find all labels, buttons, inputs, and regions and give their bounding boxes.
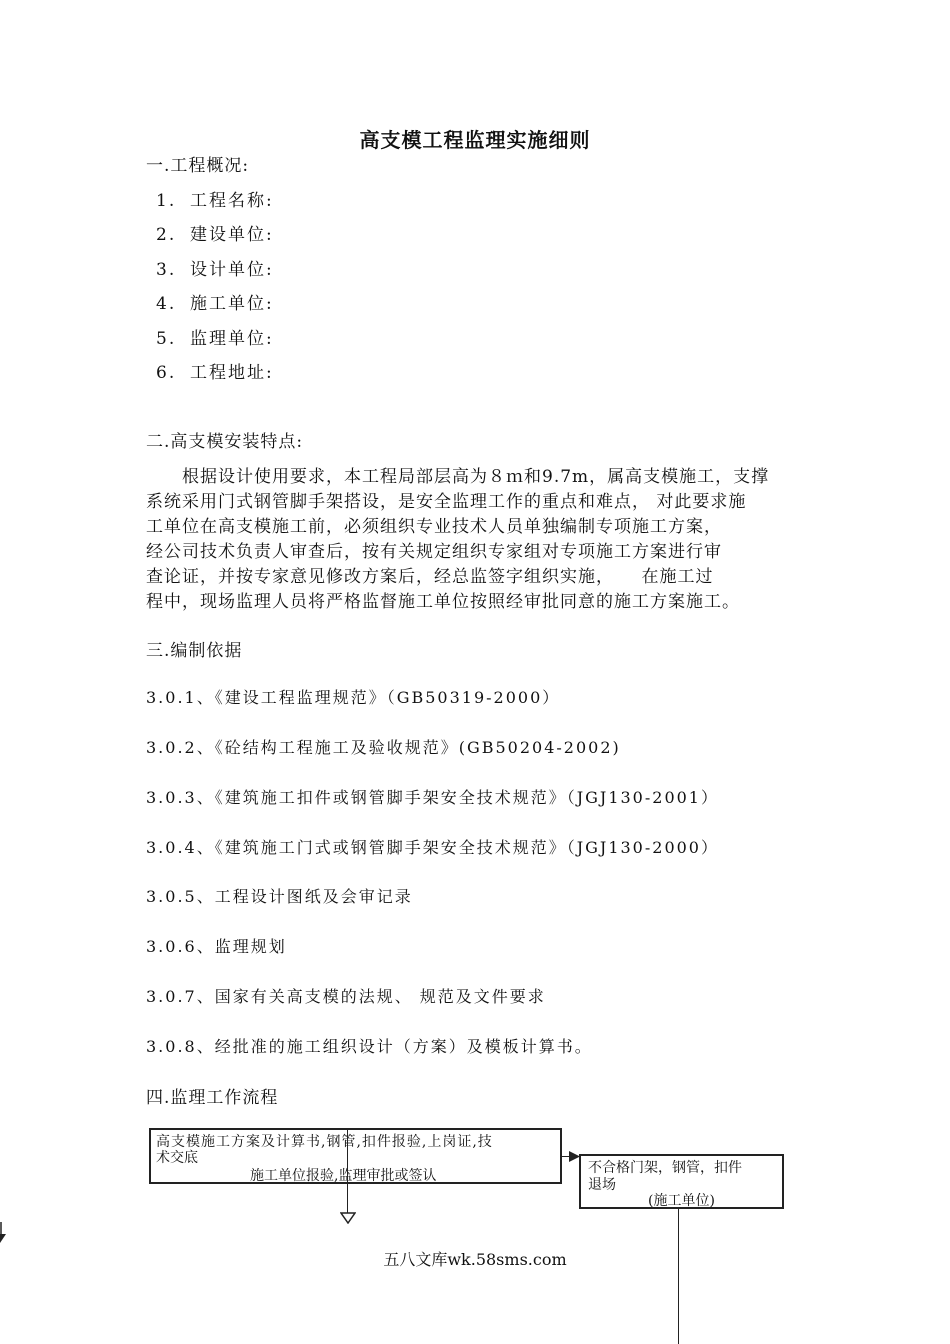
item-number: 6. xyxy=(156,363,177,383)
document-title: 高支模工程监理实施细则 xyxy=(359,128,591,152)
reference-item: 3.0.5、工程设计图纸及会审记录 xyxy=(146,887,413,906)
reference-item: 3.0.8、经批准的施工组织设计（方案）及模板计算书。 xyxy=(146,1037,593,1056)
arrow-down-icon xyxy=(340,1212,356,1224)
item-number: 4. xyxy=(156,294,177,314)
reference-item: 3.0.2、《砼结构工程施工及验收规范》(GB50204-2002) xyxy=(146,738,621,757)
item-label: 监理单位: xyxy=(190,329,274,349)
flow-box-submission-text: 高支模施工方案及计算书,钢管,扣件报验,上岗证,技 xyxy=(156,1134,493,1150)
item-label: 设计单位: xyxy=(190,260,274,280)
arrow-down-icon xyxy=(0,1222,8,1244)
item-number: 3. xyxy=(156,260,177,280)
reference-item: 3.0.7、国家有关高支模的法规、 规范及文件要求 xyxy=(146,987,546,1006)
paragraph-line: 程中，现场监理人员将严格监督施工单位按照经审批同意的施工方案施工。 xyxy=(146,592,740,612)
flow-box-submission-text: 施工单位报验,监理审批或签认 xyxy=(250,1168,437,1184)
item-label: 建设单位: xyxy=(190,225,274,245)
flow-connector-vertical xyxy=(678,1209,679,1344)
section-1-heading: 一.工程概况: xyxy=(146,156,250,176)
item-label: 施工单位: xyxy=(190,294,274,314)
paragraph-line: 查论证，并按专家意见修改方案后，经总监签字组织实施， 在施工过 xyxy=(146,567,714,587)
section-3-heading: 三.编制依据 xyxy=(146,641,243,661)
reference-item: 3.0.1、《建设工程监理规范》（GB50319-2000） xyxy=(146,688,561,707)
reference-item: 3.0.3、《建筑施工扣件或钢管脚手架安全技术规范》（JGJ130-2001） xyxy=(146,788,719,807)
flow-box-rejection-text: (施工单位) xyxy=(648,1193,715,1209)
arrow-right-icon xyxy=(569,1151,581,1162)
item-label: 工程地址: xyxy=(190,363,274,383)
overview-item xyxy=(156,186,274,211)
paragraph-line: 根据设计使用要求，本工程局部层高为８ｍ和9.7m，属高支模施工，支撑 xyxy=(182,467,770,487)
item-number: 5. xyxy=(156,329,177,349)
section-2-heading: 二.高支模安装特点: xyxy=(146,432,304,452)
item-label: 工程名称: xyxy=(190,191,274,211)
flow-connector-down xyxy=(347,1128,348,1214)
footer-watermark: 五八文库wk.58sms.com xyxy=(383,1250,567,1269)
flow-box-rejection-text: 退场 xyxy=(588,1177,616,1193)
item-number: 2. xyxy=(156,225,177,245)
flow-box-rejection-text: 不合格门架，钢管，扣件 xyxy=(588,1160,742,1176)
paragraph-line: 工单位在高支模施工前，必须组织专业技术人员单独编制专项施工方案， xyxy=(146,517,722,537)
flow-box-submission-text: 术交底 xyxy=(156,1150,198,1166)
item-number: 1. xyxy=(156,191,177,211)
reference-item: 3.0.6、监理规划 xyxy=(146,937,287,956)
overview-item xyxy=(156,289,274,314)
overview-item xyxy=(156,255,274,280)
paragraph-line: 系统采用门式钢管脚手架搭设，是安全监理工作的重点和难点， 对此要求施 xyxy=(146,492,747,512)
reference-item: 3.0.4、《建筑施工门式或钢管脚手架安全技术规范》（JGJ130-2000） xyxy=(146,838,719,857)
overview-item xyxy=(156,358,274,383)
section-4-heading: 四.监理工作流程 xyxy=(146,1088,279,1108)
overview-item xyxy=(156,220,274,245)
overview-item xyxy=(156,324,274,349)
paragraph-line: 经公司技术负责人审查后，按有关规定组织专家组对专项施工方案进行审 xyxy=(146,542,722,562)
